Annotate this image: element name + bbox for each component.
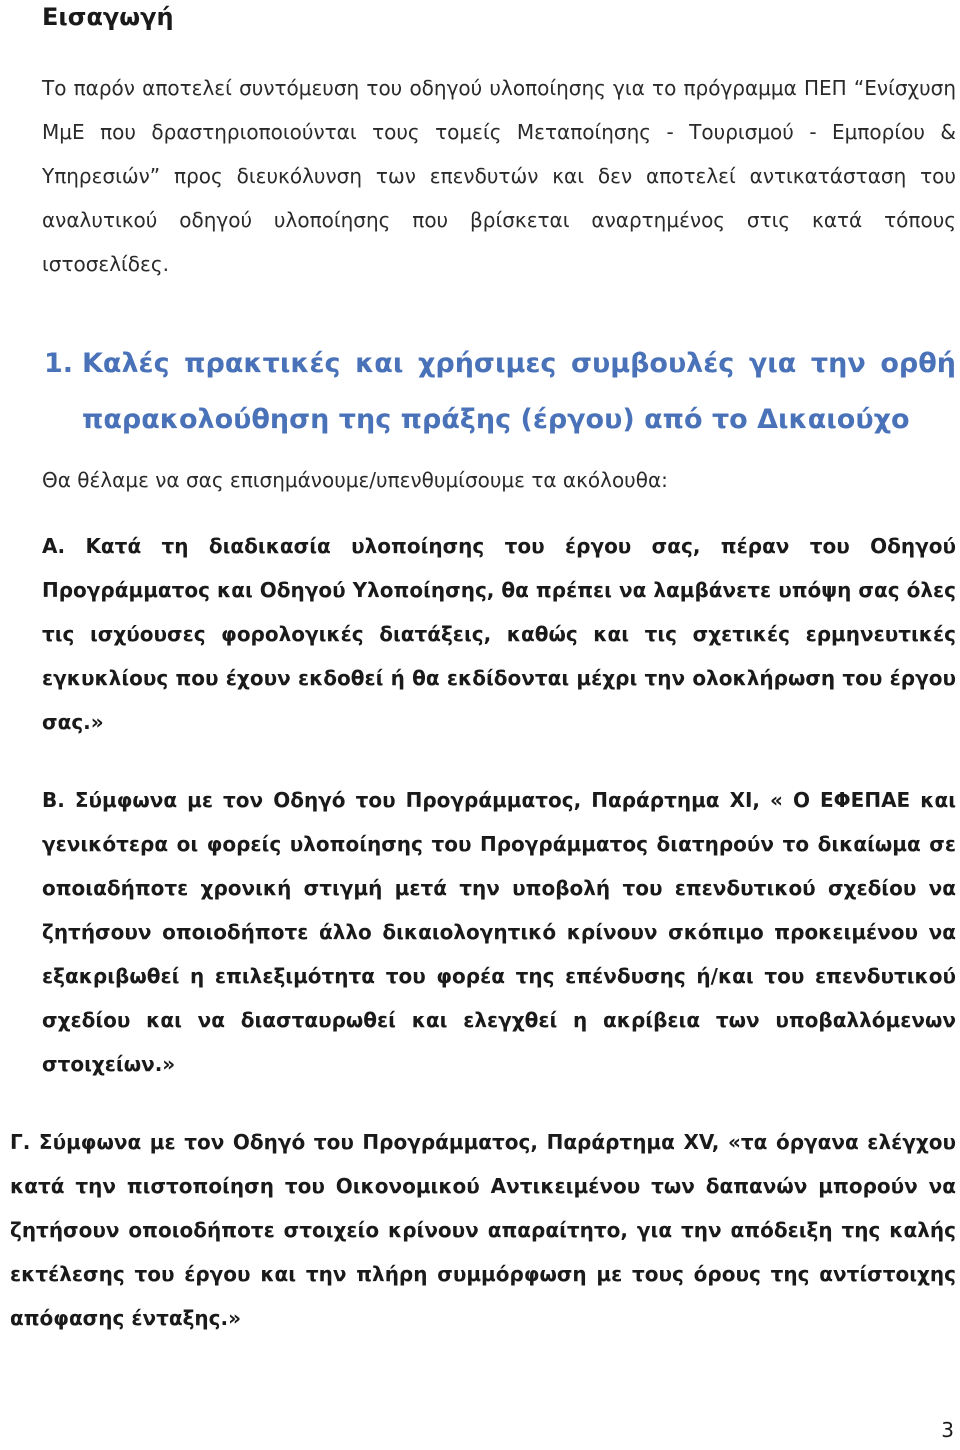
section-title <box>44 336 956 448</box>
list-item-b <box>42 778 956 1086</box>
list-item-marker: Γ. <box>10 1130 31 1154</box>
list-item-c <box>10 1120 956 1340</box>
list-item-text: Σύμφωνα με τον Οδηγό του Προγράμματος, Παράρτημα ΧΙ, « Ο ΕΦΕΠΑΕ και γενικότερα οι φορείς υλοποίησης του Προγράμματος διατηρούν το δικαίωμα σε οποιαδήποτε χρονική στιγμή μετά την υποβολή του επενδυτικού σχεδίου να ζητήσουν οποιοδήποτε άλλο δικαιολογητικό κρίνουν σκόπιμο προκειμένου να εξακριβωθεί η επιλεξιμότητα του φορέα της επένδυσης ή/και του επενδυτικού σχεδίου και να διασταυρωθεί και ελεγχθεί η ακρίβεια των υποβαλλόμενων στοιχείων.» <box>42 788 956 1076</box>
intro-heading: Εισαγωγή <box>42 3 174 31</box>
list-item-text: Σύμφωνα με τον Οδηγό του Προγράμματος, Παράρτημα ΧV, «τα όργανα ελέγχου κατά την πιστοποίηση του Οικονομικού Αντικειμένου των δαπανών μπορούν να ζητήσουν οποιοδήποτε στοιχείο κρίνουν απαραίτητο, για την απόδειξη της καλής εκτέλεσης του έργου και την πλήρη συμμόρφωση με τους όρους της αντίστοιχης απόφασης ένταξης.» <box>10 1130 956 1330</box>
intro-paragraph: Το παρόν αποτελεί συντόμευση του οδηγού υλοποίησης για το πρόγραμμα ΠΕΠ “Ενίσχυση ΜμΕ που δραστηριοποιούνται τους τομείς Μεταποίησης - Τουρισμού - Εμπορίου & Υπηρεσιών” προς διευκόλυνση των επενδυτών και δεν αποτελεί αντικατάσταση του αναλυτικού οδηγού υλοποίησης που βρίσκεται αναρτημένος στις κατά τόπους ιστοσελίδες. <box>42 76 956 276</box>
section-lead-in: Θα θέλαμε να σας επισημάνουμε/υπενθυμίσουμε τα ακόλουθα: <box>42 468 668 492</box>
list-item-marker: Β. <box>42 788 65 812</box>
list-item-text: Κατά τη διαδικασία υλοποίησης του έργου σας, πέραν του Οδηγού Προγράμματος και Οδηγού Υλοποίησης, θα πρέπει να λαμβάνετε υπόψη σας όλες τις ισχύουσες φορολογικές διατάξεις, καθώς και τις σχετικές ερμηνευτικές εγκυκλίους που έχουν εκδοθεί ή θα εκδίδονται μέχρι την ολοκλήρωση του έργου σας.» <box>42 534 956 734</box>
list-item-a <box>42 524 956 744</box>
section-title-text: Καλές πρακτικές και χρήσιμες συμβουλές για την ορθή παρακολούθηση της πράξης (έργου) από το Δικαιούχο <box>82 348 956 435</box>
page-number: 3 <box>941 1418 954 1442</box>
section-number: 1. <box>44 348 74 379</box>
list-item-marker: Α. <box>42 534 66 558</box>
